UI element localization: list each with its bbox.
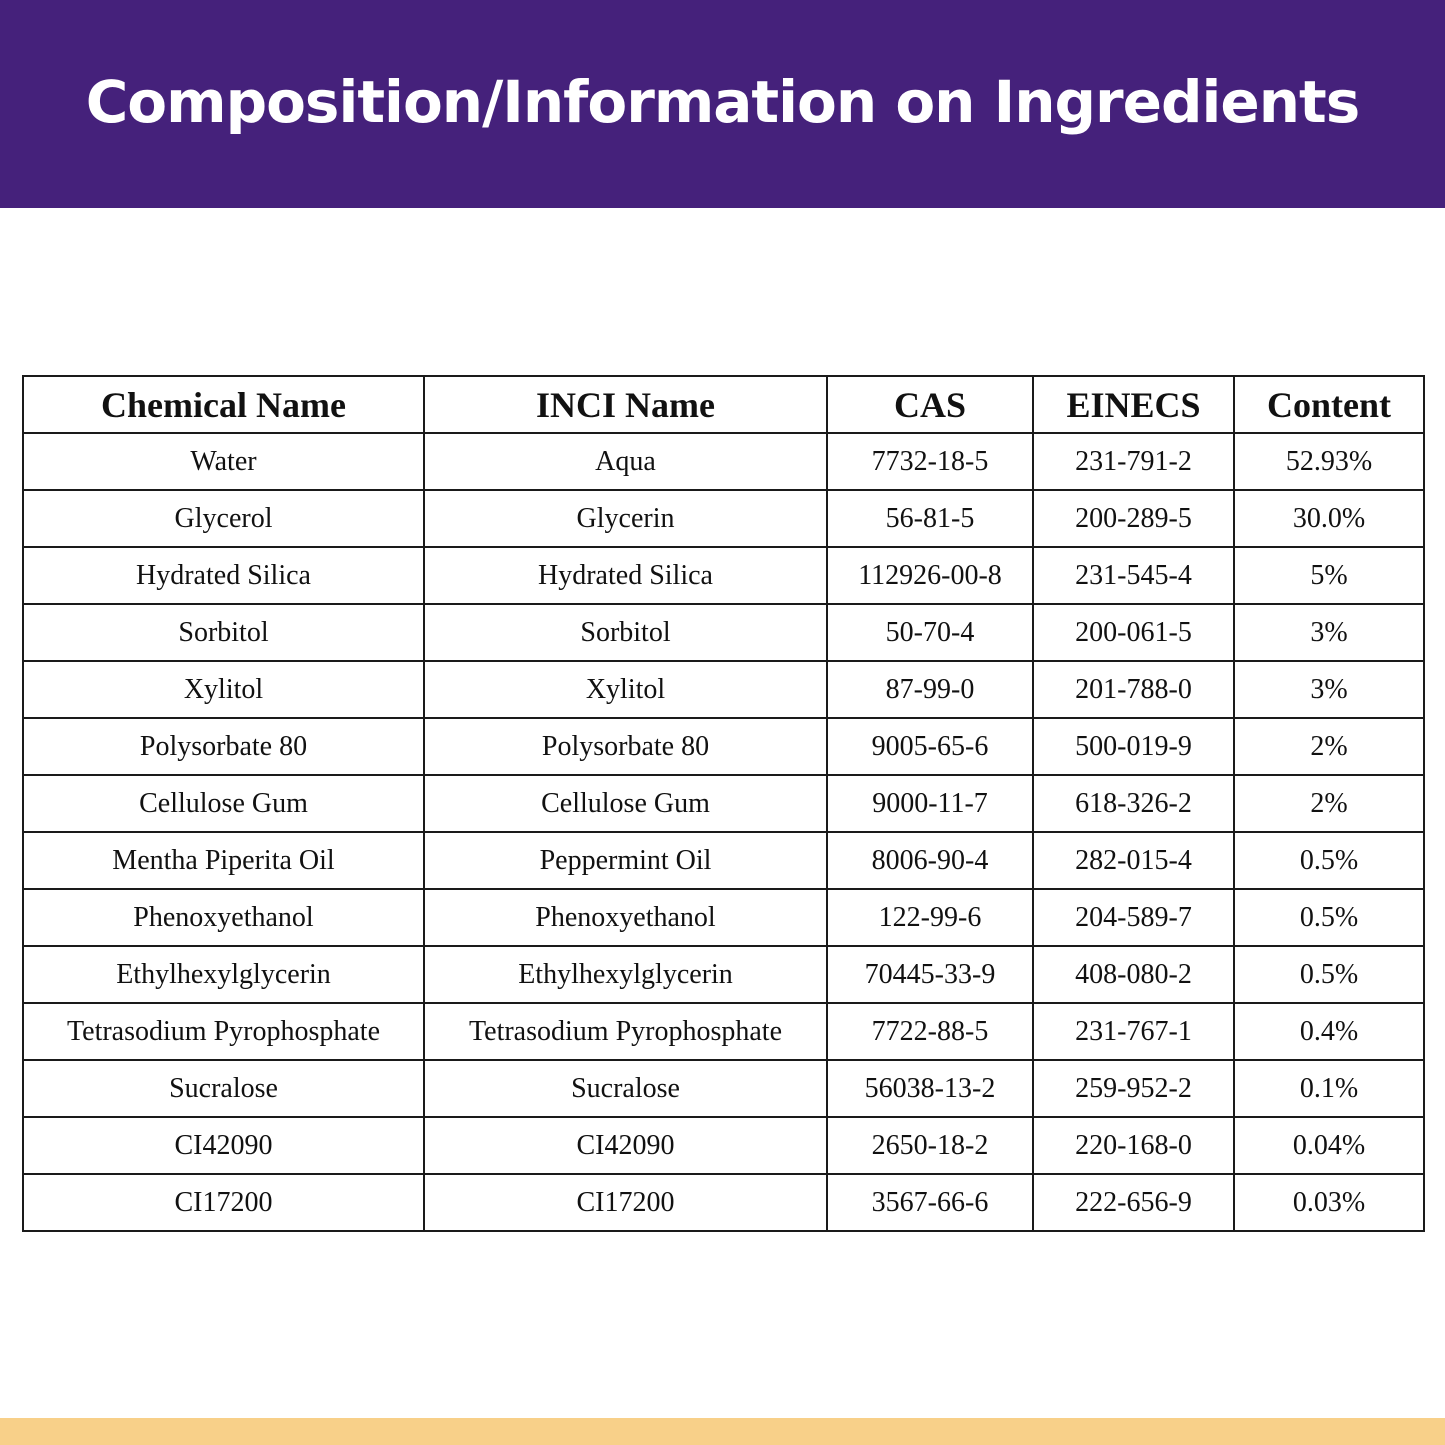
cell-inci-name: Sorbitol: [424, 604, 827, 661]
cell-einecs: 231-791-2: [1033, 433, 1234, 490]
table-row: [23, 661, 1424, 718]
ingredients-table: [22, 375, 1425, 1232]
table-row: [23, 718, 1424, 775]
table-row: [23, 832, 1424, 889]
table-row: [23, 433, 1424, 490]
cell-einecs: 222-656-9: [1033, 1174, 1234, 1231]
cell-inci-name: Aqua: [424, 433, 827, 490]
table-header-row: [23, 376, 1424, 433]
cell-einecs: 408-080-2: [1033, 946, 1234, 1003]
cell-einecs: 282-015-4: [1033, 832, 1234, 889]
cell-cas: 56-81-5: [827, 490, 1033, 547]
cell-einecs: 200-061-5: [1033, 604, 1234, 661]
cell-cas: 9000-11-7: [827, 775, 1033, 832]
cell-cas: 3567-66-6: [827, 1174, 1033, 1231]
cell-einecs: 220-168-0: [1033, 1117, 1234, 1174]
cell-content: 0.1%: [1234, 1060, 1424, 1117]
cell-einecs: 200-289-5: [1033, 490, 1234, 547]
table-row: [23, 547, 1424, 604]
cell-cas: 122-99-6: [827, 889, 1033, 946]
cell-einecs: 201-788-0: [1033, 661, 1234, 718]
table-row: [23, 889, 1424, 946]
cell-content: 3%: [1234, 604, 1424, 661]
cell-cas: 70445-33-9: [827, 946, 1033, 1003]
cell-inci-name: CI17200: [424, 1174, 827, 1231]
page-title: Composition/Information on Ingredients: [85, 68, 1360, 136]
cell-inci-name: Glycerin: [424, 490, 827, 547]
cell-chemical-name: Mentha Piperita Oil: [23, 832, 424, 889]
cell-cas: 50-70-4: [827, 604, 1033, 661]
cell-inci-name: Tetrasodium Pyrophosphate: [424, 1003, 827, 1060]
cell-einecs: 231-767-1: [1033, 1003, 1234, 1060]
cell-chemical-name: Phenoxyethanol: [23, 889, 424, 946]
cell-chemical-name: Hydrated Silica: [23, 547, 424, 604]
cell-chemical-name: Glycerol: [23, 490, 424, 547]
cell-content: 0.5%: [1234, 832, 1424, 889]
cell-content: 52.93%: [1234, 433, 1424, 490]
ingredients-table-container: [22, 375, 1425, 1232]
table-row: [23, 946, 1424, 1003]
cell-inci-name: Xylitol: [424, 661, 827, 718]
cell-cas: 56038-13-2: [827, 1060, 1033, 1117]
cell-chemical-name: Cellulose Gum: [23, 775, 424, 832]
cell-chemical-name: CI42090: [23, 1117, 424, 1174]
cell-inci-name: Polysorbate 80: [424, 718, 827, 775]
cell-einecs: 259-952-2: [1033, 1060, 1234, 1117]
cell-chemical-name: Tetrasodium Pyrophosphate: [23, 1003, 424, 1060]
table-row: [23, 604, 1424, 661]
cell-content: 2%: [1234, 718, 1424, 775]
cell-content: 0.03%: [1234, 1174, 1424, 1231]
cell-chemical-name: Polysorbate 80: [23, 718, 424, 775]
footer-accent-bar: [0, 1418, 1445, 1445]
column-header-inci-name: INCI Name: [424, 376, 827, 433]
cell-content: 2%: [1234, 775, 1424, 832]
cell-cas: 2650-18-2: [827, 1117, 1033, 1174]
cell-einecs: 618-326-2: [1033, 775, 1234, 832]
cell-inci-name: Peppermint Oil: [424, 832, 827, 889]
cell-inci-name: Cellulose Gum: [424, 775, 827, 832]
table-row: [23, 775, 1424, 832]
cell-cas: 112926-00-8: [827, 547, 1033, 604]
cell-content: 0.04%: [1234, 1117, 1424, 1174]
cell-inci-name: Hydrated Silica: [424, 547, 827, 604]
cell-inci-name: Phenoxyethanol: [424, 889, 827, 946]
cell-inci-name: CI42090: [424, 1117, 827, 1174]
table-row: [23, 1117, 1424, 1174]
cell-cas: 7722-88-5: [827, 1003, 1033, 1060]
cell-chemical-name: Sorbitol: [23, 604, 424, 661]
column-header-cas: CAS: [827, 376, 1033, 433]
cell-content: 3%: [1234, 661, 1424, 718]
cell-chemical-name: Ethylhexylglycerin: [23, 946, 424, 1003]
cell-content: 30.0%: [1234, 490, 1424, 547]
cell-cas: 8006-90-4: [827, 832, 1033, 889]
table-row: [23, 490, 1424, 547]
cell-einecs: 204-589-7: [1033, 889, 1234, 946]
cell-cas: 9005-65-6: [827, 718, 1033, 775]
column-header-chemical-name: Chemical Name: [23, 376, 424, 433]
table-row: [23, 1060, 1424, 1117]
cell-content: 0.5%: [1234, 889, 1424, 946]
cell-cas: 87-99-0: [827, 661, 1033, 718]
table-row: [23, 1174, 1424, 1231]
table-row: [23, 1003, 1424, 1060]
cell-inci-name: Ethylhexylglycerin: [424, 946, 827, 1003]
header-banner: [0, 0, 1445, 208]
cell-content: 0.4%: [1234, 1003, 1424, 1060]
cell-chemical-name: Sucralose: [23, 1060, 424, 1117]
cell-inci-name: Sucralose: [424, 1060, 827, 1117]
cell-chemical-name: Xylitol: [23, 661, 424, 718]
cell-einecs: 231-545-4: [1033, 547, 1234, 604]
column-header-einecs: EINECS: [1033, 376, 1234, 433]
column-header-content: Content: [1234, 376, 1424, 433]
cell-einecs: 500-019-9: [1033, 718, 1234, 775]
cell-chemical-name: CI17200: [23, 1174, 424, 1231]
cell-cas: 7732-18-5: [827, 433, 1033, 490]
cell-content: 0.5%: [1234, 946, 1424, 1003]
cell-chemical-name: Water: [23, 433, 424, 490]
cell-content: 5%: [1234, 547, 1424, 604]
